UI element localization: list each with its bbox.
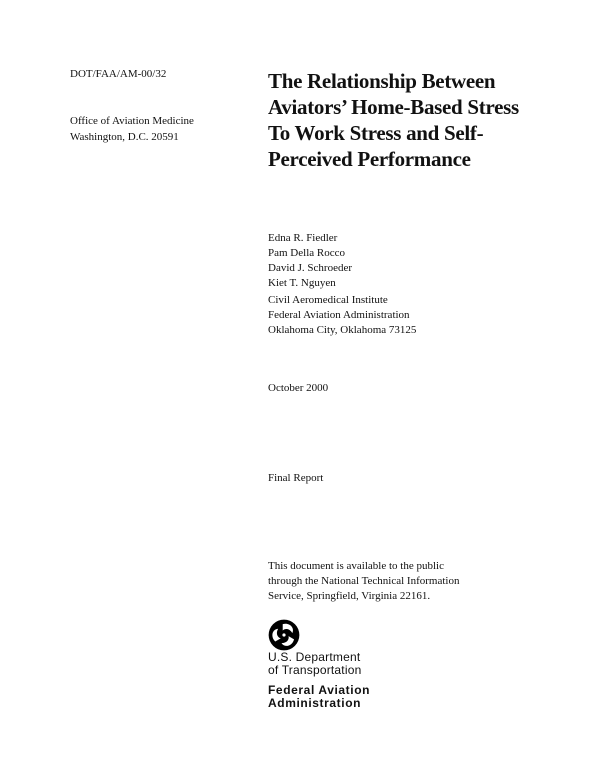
page-title <box>268 68 568 172</box>
report-date-text: October 2000 <box>268 382 329 394</box>
report-type-text: Final Report <box>268 472 324 484</box>
institute-block <box>268 293 568 338</box>
institute-name: Civil Aeromedical Institute <box>268 294 388 306</box>
dot-triskelion-logo-icon <box>268 619 300 651</box>
dot-name-line: of Transportation <box>268 663 362 677</box>
authors-list <box>268 231 568 291</box>
institute-address: Oklahoma City, Oklahoma 73125 <box>268 324 417 336</box>
author-name: David J. Schroeder <box>268 262 353 274</box>
title-line: To Work Stress and Self- <box>268 121 484 145</box>
availability-line: This document is available to the public <box>268 560 444 572</box>
title-line: Aviators’ Home-Based Stress <box>268 95 519 119</box>
availability-line: Service, Springfield, Virginia 22161. <box>268 590 431 602</box>
title-line: The Relationship Between <box>268 69 496 93</box>
report-date <box>268 381 568 396</box>
faa-agency-name <box>268 684 370 710</box>
author-name: Edna R. Fiedler <box>268 232 338 244</box>
report-type <box>268 471 568 486</box>
availability-notice <box>268 559 568 604</box>
institute-agency: Federal Aviation Administration <box>268 309 410 321</box>
faa-name-line: Administration <box>268 696 362 710</box>
availability-line: through the National Technical Information <box>268 575 460 587</box>
report-number-text: DOT/FAA/AM-00/32 <box>70 68 167 80</box>
title-line: Perceived Performance <box>268 147 471 171</box>
author-name: Pam Della Rocco <box>268 247 345 259</box>
report-number <box>70 66 166 82</box>
office-name: Office of Aviation Medicine <box>70 115 194 127</box>
office-block <box>70 113 194 145</box>
dot-name-line: U.S. Department <box>268 650 361 664</box>
author-name: Kiet T. Nguyen <box>268 277 336 289</box>
dot-agency-name <box>268 651 361 677</box>
office-address: Washington, D.C. 20591 <box>70 131 179 143</box>
faa-name-line: Federal Aviation <box>268 683 371 697</box>
